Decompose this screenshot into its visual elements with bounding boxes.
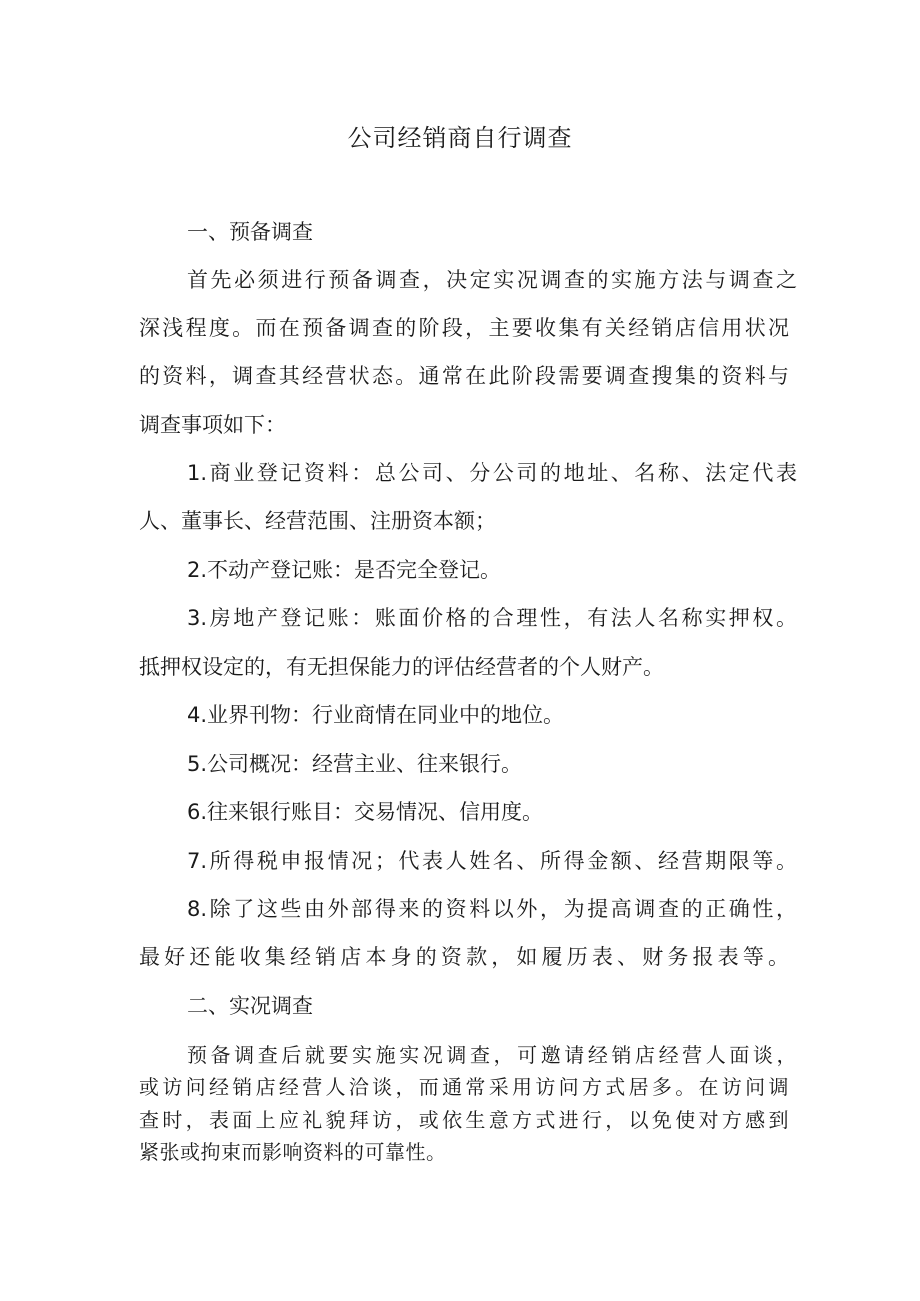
document-title: 公司经销商自行调查 [347, 124, 573, 152]
item-8-line-2: 最好还能收集经销店本身的资款，如履历表、财务报表等。 [139, 945, 789, 969]
intro-line-4: 调查事项如下： [139, 413, 286, 437]
section2-line-1: 预备调查后就要实施实况调查，可邀请经销店经营人面谈， [187, 1043, 797, 1067]
intro-line-2: 深浅程度。而在预备调查的阶段，主要收集有关经销店信用状况 [139, 316, 789, 340]
item-1-line-2: 人、董事长、经营范围、注册资本额； [139, 509, 496, 533]
item-3-line-1: 3.房地产登记账：账面价格的合理性，有法人名称实押权。 [187, 606, 797, 630]
item-1-line-1: 1.商业登记资料：总公司、分公司的地址、名称、法定代表 [187, 461, 797, 485]
item-2: 2.不动产登记账：是否完全登记。 [187, 558, 502, 582]
item-8-line-1: 8.除了这些由外部得来的资料以外，为提高调查的正确性， [187, 897, 797, 921]
item-5: 5.公司概况：经营主业、往来银行。 [187, 752, 523, 776]
item-7: 7.所得税申报情况；代表人姓名、所得金额、经营期限等。 [187, 849, 797, 873]
section-heading-field: 二、实况调查 [187, 994, 313, 1018]
intro-line-3: 的资料，调查其经营状态。通常在此阶段需要调查搜集的资料与 [139, 364, 789, 388]
section2-line-3: 查时，表面上应礼貌拜访，或依生意方式进行，以免使对方感到 [139, 1108, 789, 1132]
intro-line-1: 首先必须进行预备调查，决定实况调查的实施方法与调查之 [187, 268, 797, 292]
section2-line-2: 或访问经销店经营人洽谈，而通常采用访问方式居多。在访问调 [139, 1075, 789, 1099]
item-3-line-2: 抵押权设定的，有无担保能力的评估经营者的个人财产。 [139, 655, 664, 679]
section2-line-4: 紧张或拘束而影响资料的可靠性。 [139, 1140, 447, 1164]
item-4: 4.业界刊物：行业商情在同业中的地位。 [187, 703, 565, 727]
item-6: 6.往来银行账目：交易情况、信用度。 [187, 800, 544, 824]
section-heading-preliminary: 一、预备调查 [187, 220, 313, 244]
